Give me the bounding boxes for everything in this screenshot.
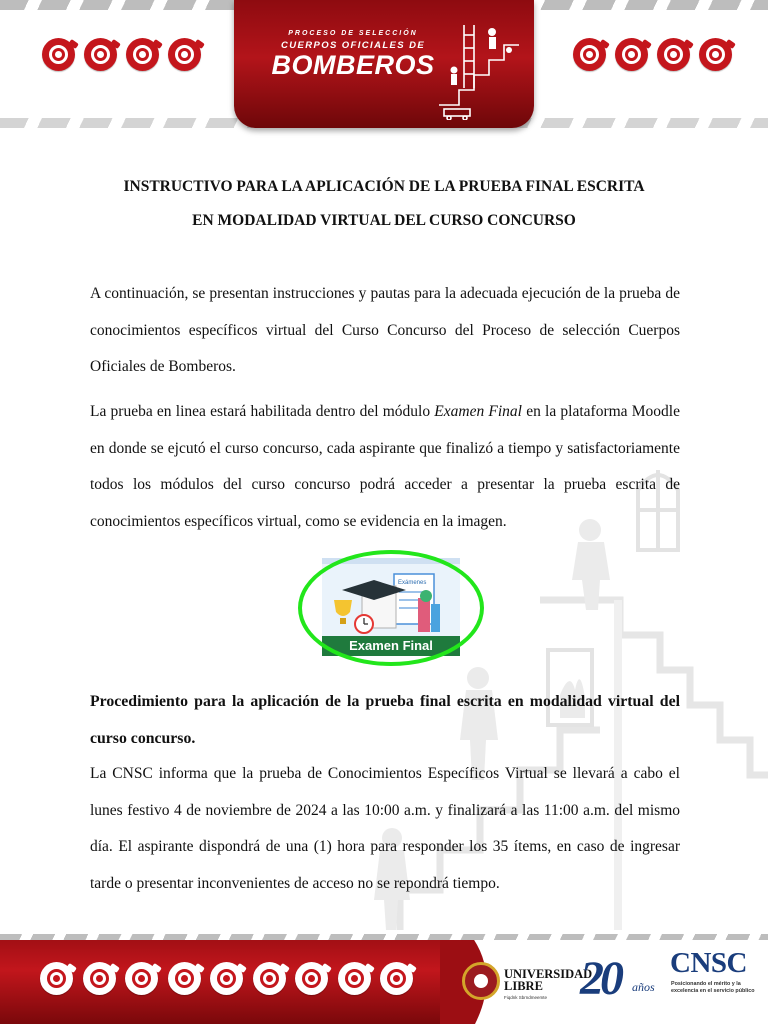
fire-hose-icon [126,38,159,71]
exam-card-text: Exámenes [398,580,427,586]
university-name [504,968,592,992]
fire-hose-icon [615,38,648,71]
intro-paragraph: A continuación, se presentan instrucciones y pautas para la adecuada ejecución de la prueba de conocimientos específicos virtual del Curso Concurso del Proceso de selección Cuerpos Oficiales de Bomberos. [90,285,680,375]
universidad-libre-logo [462,960,593,1004]
fire-hose-icon [83,962,116,995]
firefighter-ladder-icon [434,10,524,120]
exam-module-paragraph [90,394,680,540]
banner-line-2: CUERPOS OFICIALES DE [280,40,426,51]
fire-hose-icon [295,962,328,995]
fire-hose-icon [380,962,413,995]
cnsc-tagline: Posicionando el mérito y la excelencia en el servicio público [671,981,755,994]
exam-final-label: Examen Final [322,636,460,656]
exam-final-emphasis: Examen Final [434,403,522,420]
paragraph-text: en la plataforma Moodle en donde se ejcutó el curso concurso, cada aspirante que finalizó a tiempo y satisfactoriamente todos los módulos del curso concurso podrá acceder a presentar la prueba escrita de conocimientos específicos virtual, como se evidencia en la imagen. [90,403,680,530]
footer-hazard-stripe [0,934,768,940]
anniversary-number: 20 [580,952,620,1005]
banner-line-1: PROCESO DE SELECCIÓN [288,30,418,37]
fire-hose-icon [210,962,243,995]
university-name-line-1: UNIVERSIDAD [504,967,593,981]
footer-hose-icons [40,962,413,995]
university-subtext: Fiqdnk Sbrndmeemte [504,995,548,1000]
schedule-paragraph: La CNSC informa que la prueba de Conocimientos Específicos Virtual se llevará a cabo el lunes festivo 4 de noviembre de 2024 a las 10:00 a.m. y finalizará a las 11:00 a.m. del mismo día. El aspirante dispondrá de una (1) hora para responder los 35 ítems, en caso de ingresar tarde o presentar inconvenientes de acceso no se repondrá tiempo. [90,765,680,892]
header-hose-icons-left [42,38,201,71]
paragraph-text: La prueba en linea estará habilitada dentro del módulo [90,403,435,420]
university-name-line-2: LIBRE [504,979,543,993]
document-title-line-2: EN MODALIDAD VIRTUAL DEL CURSO CONCURSO [192,212,576,229]
fire-hose-icon [573,38,606,71]
fire-hose-icon [168,38,201,71]
fire-hose-icon [84,38,117,71]
fire-hose-icon [338,962,371,995]
fire-hose-icon [125,962,158,995]
anniversary-word: años [632,980,655,994]
fire-hose-icon [42,38,75,71]
fire-hose-icon [699,38,732,71]
header-hose-icons-right [573,38,732,71]
document-title-line-1: INSTRUCTIVO PARA LA APLICACIÓN DE LA PRUEBA FINAL ESCRITA [123,178,645,195]
cnsc-logo-text: CNSC [670,947,747,979]
university-seal-icon [462,962,500,1000]
green-highlight-ellipse [298,550,484,666]
banner-line-3: BOMBEROS [271,50,435,80]
fire-hose-icon [168,962,201,995]
fire-hose-icon [657,38,690,71]
anniversary-logo [580,950,665,1012]
exam-final-image [298,550,484,666]
banner-title [268,30,438,79]
fire-hose-icon [253,962,286,995]
fire-hose-icon [40,962,73,995]
procedure-heading: Procedimiento para la aplicación de la prueba final escrita en modalidad virtual del curso concurso. [90,693,680,747]
header-banner [234,0,534,128]
